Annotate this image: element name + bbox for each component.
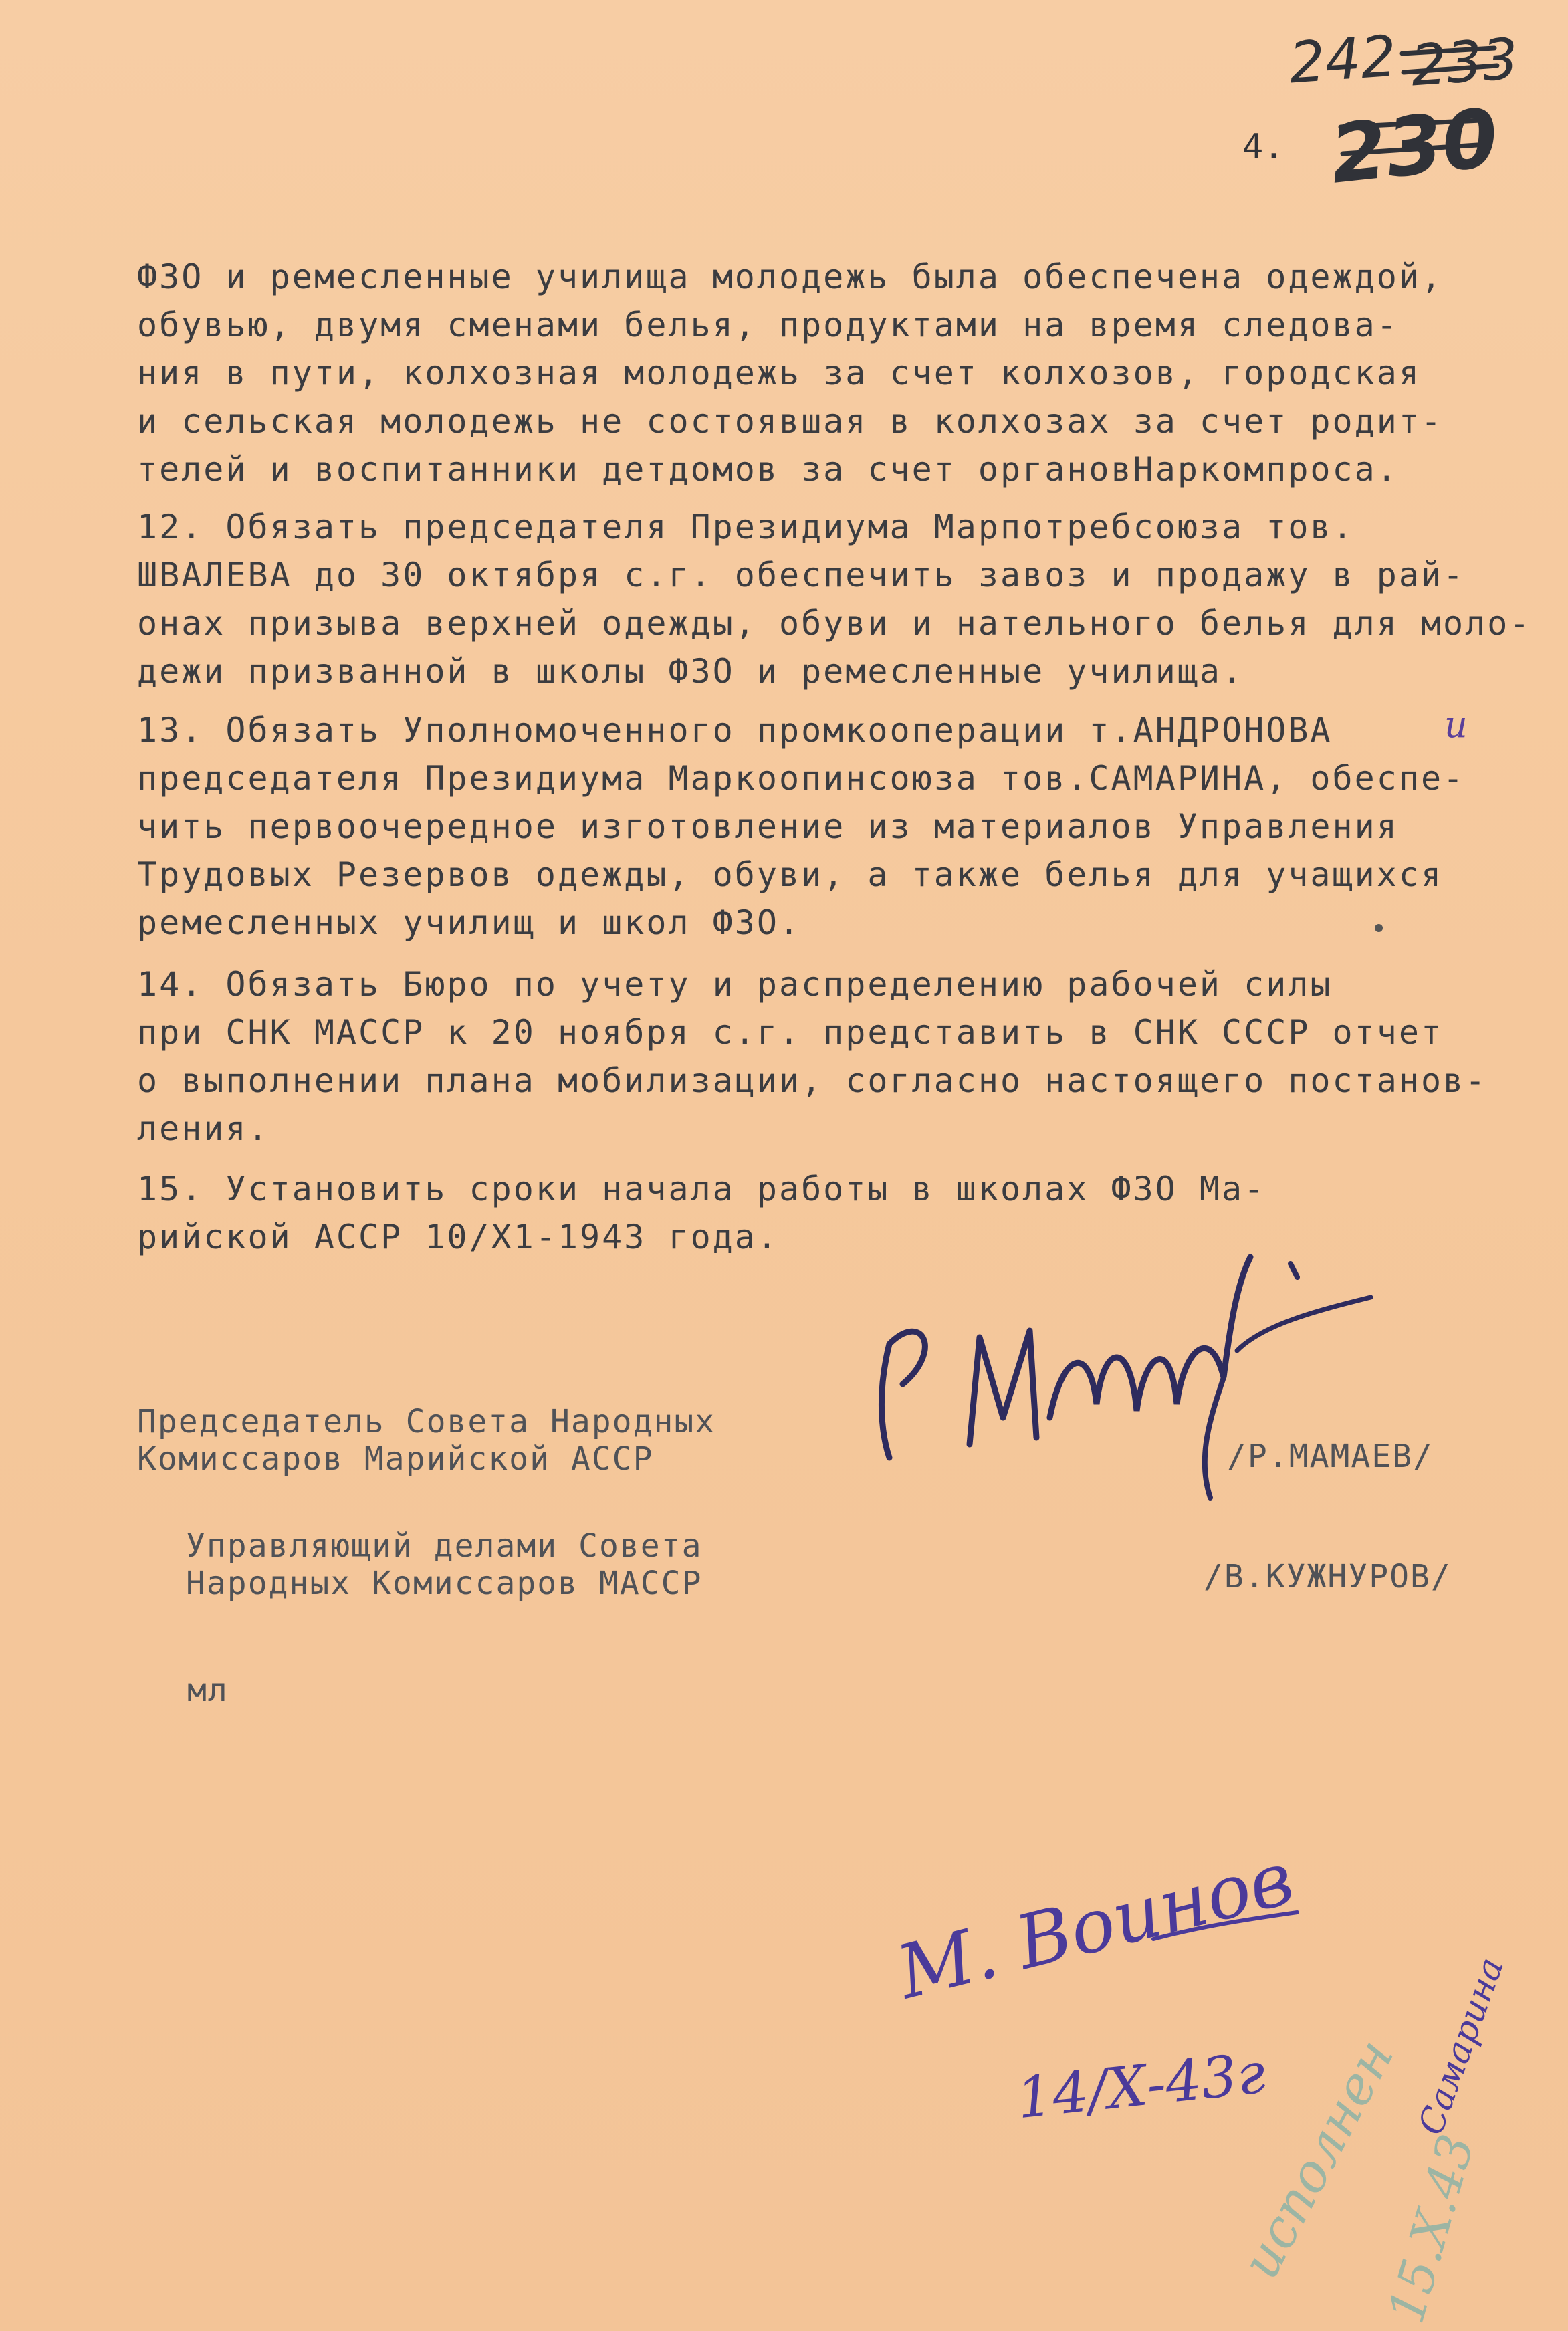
chairman-signature xyxy=(863,1244,1384,1525)
archive-folio-struck-2: 230 xyxy=(1326,92,1503,202)
text-line: председателя Президиума Маркоопинсоюза тов.САМАРИНА, обеспе- xyxy=(137,759,1466,798)
text-line: онах призыва верхней одежды, обуви и нательного белья для моло- xyxy=(137,604,1532,643)
pencil-note-date: 15.Х.43 xyxy=(1377,2128,1486,2330)
ink-dot xyxy=(1372,921,1385,935)
text-line: Народных Комиссаров МАССР xyxy=(186,1565,703,1602)
handwritten-side-note: Самарина xyxy=(1411,1952,1513,2140)
text-line: чить первоочередное изготовление из материалов Управления xyxy=(137,807,1399,846)
paragraph-11-continuation xyxy=(137,253,1443,493)
handwritten-approval-date: 14/Х-43г xyxy=(1013,2039,1268,2132)
text-line: ния в пути, колхозная молодежь за счет колхозов, городская xyxy=(137,354,1421,393)
text-line: Комиссаров Марийской АССР xyxy=(137,1440,654,1478)
text-line: ШВАЛЕВА до 30 октября с.г. обеспечить завоз и продажу в рай- xyxy=(137,556,1466,594)
typist-initials: мл xyxy=(187,1672,229,1709)
text-line: ремесленных училищ и школ ФЗО. xyxy=(137,903,802,942)
text-line: Управляющий делами Совета xyxy=(186,1527,703,1565)
chairman-title xyxy=(137,1403,715,1478)
text-line: Председатель Совета Народных xyxy=(137,1403,716,1440)
text-line: телей и воспитанники детдомов за счет органовНаркомпроса. xyxy=(137,450,1399,489)
text-line: дежи призванной в школы ФЗО и ремесленные училища. xyxy=(137,652,1244,691)
paragraph-12 xyxy=(137,503,1531,695)
text-line: о выполнении плана мобилизации, согласно настоящего постанов- xyxy=(137,1061,1488,1100)
text-line: ления. xyxy=(137,1109,270,1148)
strike-through-1 xyxy=(1401,40,1501,87)
manager-name: /В.КУЖНУРОВ/ xyxy=(1204,1558,1452,1595)
text-line: обувью, двумя сменами белья, продуктами на время следова- xyxy=(137,306,1399,344)
paragraph-14 xyxy=(137,960,1487,1153)
manager-title xyxy=(186,1527,702,1602)
text-line: ФЗО и ремесленные училища молодежь была обеспечена одеждой, xyxy=(137,257,1444,296)
archive-folio-number: 242 xyxy=(1286,23,1399,96)
text-line: 14. Обязать Бюро по учету и распределению рабочей силы xyxy=(137,965,1333,1004)
text-line: 13. Обязать Уполномоченного промкооперации т.АНДРОНОВА xyxy=(137,711,1333,750)
text-line: рийской АССР 10/Х1-1943 года. xyxy=(137,1218,779,1256)
pencil-note-executed: исполнен xyxy=(1230,2029,1406,2289)
text-line: 12. Обязать председателя Президиума Марпотребсоюза тов. xyxy=(137,508,1355,546)
handwritten-insert-and: и xyxy=(1444,703,1468,746)
chairman-name: /Р.МАМАЕВ/ xyxy=(1227,1438,1434,1475)
page-number: 4. xyxy=(1242,127,1284,167)
text-line: при СНК МАССР к 20 ноября с.г. представить в СНК СССР отчет xyxy=(137,1013,1444,1052)
strike-through-2 xyxy=(1337,114,1498,174)
text-line: и сельская молодежь не состоявшая в колхозах за счет родит- xyxy=(137,402,1444,441)
paragraph-13 xyxy=(137,706,1465,947)
approval-underline xyxy=(1150,1906,1304,1946)
text-line: 15. Установить сроки начала работы в школах ФЗО Ма- xyxy=(137,1170,1266,1208)
handwritten-approval-note: М. Воинов xyxy=(889,1835,1302,2016)
text-line: Трудовых Резервов одежды, обуви, а также белья для учащихся xyxy=(137,855,1444,894)
archive-folio-struck-1: 233 xyxy=(1408,25,1521,99)
